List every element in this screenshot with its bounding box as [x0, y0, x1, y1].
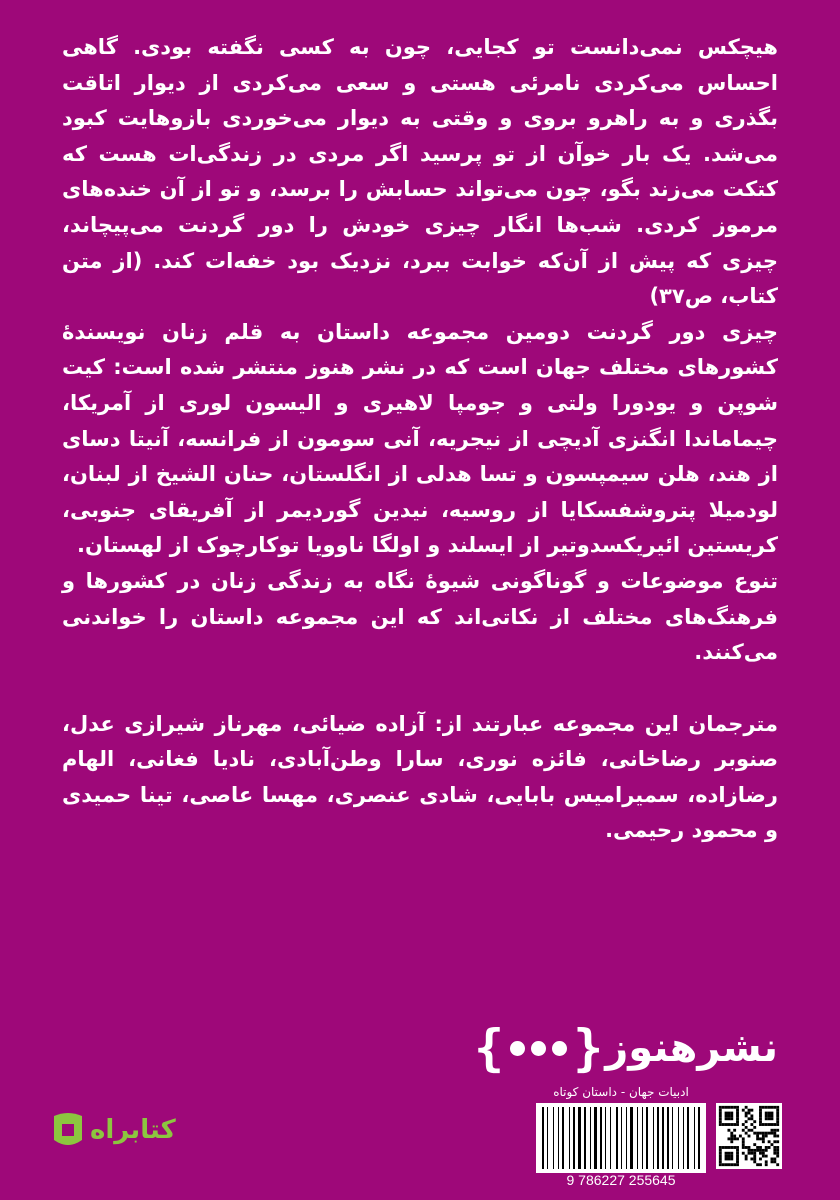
publisher-logo: [472, 1016, 778, 1080]
barcode-icon: [536, 1103, 706, 1173]
category-label: ادبیات جهان - داستان کوتاه: [553, 1085, 689, 1099]
book-description: چیزی دور گردنت دومین مجموعه داستان به قلم زنان نویسندهٔ کشورهای مختلف جهان است که در نشر هنوز منتشر شده است: کیت شوپن و یودورا ولتی و جومپا لاهیری و الیسون لوری از آمریکا، چیماماندا انگنزی آدیچی از نیجریه، آنی سومون از فرانسه، آنیتا دسای از هند، هلن سیمپسون و تسا هدلی از انگلستان، حنان الشیخ از لبنان، لودمیلا پتروشفسکایا از روسیه، نیدین گوردیمر از آفریقای جنوبی، کریستین ائیریکسدوتیر از ایسلند و اولگا ناوویا توکارچوک از لهستان.: [62, 319, 778, 558]
retailer-logo: [50, 1108, 176, 1152]
brace-close-icon: }: [474, 1019, 505, 1077]
book-excerpt: هیچکس نمی‌دانست تو کجایی، چون به کسی نگفته بودی. گاهی احساس می‌کردی نامرئی هستی و سعی می‌کردی از دیوار اتاقت بگذری و به راهرو بروی و وقتی به دیوار می‌خوردی بازوهایت کبود می‌شد. یک بار خوآن از تو پرسید اگر مردی در زندگی‌ات هست که کتکت می‌زند بگو، چون می‌تواند حسابش را برسد، و تو از آن خنده‌های مرموز کردی. شب‌ها انگار چیزی خودش را دور گردنت می‌پیچاند، چیزی که پیش از آن‌که خوابت ببرد، نزدیک بود خفه‌ات کند. (از متن کتاب، ص۳۷): [62, 35, 778, 309]
retailer-name: کتابراه: [90, 1115, 176, 1145]
brace-open-icon: {: [573, 1019, 604, 1077]
publisher-name: نشرهنوز: [605, 1025, 778, 1071]
ketabrah-mark-icon: [50, 1110, 86, 1150]
book-themes: تنوع موضوعات و گوناگونی شیوهٔ نگاه به زندگی زنان در کشورها و فرهنگ‌های مختلف از نکاتی‌اند که این مجموعه داستان را خواندنی می‌کنند.: [62, 568, 778, 665]
dots-icon: [510, 1041, 567, 1056]
qr-code-icon: [716, 1103, 782, 1169]
back-cover-text: [62, 30, 778, 849]
isbn-number: 9 786227 255645: [566, 1172, 676, 1188]
translators-list: مترجمان این مجموعه عبارتند از: آزاده ضیائی، مهرناز شیرازی عدل، صنوبر رضاخانی، فائزه نوری، سارا وطن‌آبادی، نادیا فغانی، الهام رضازاده، سمیرامیس بابایی، شادی عنصری، مهسا عاصی، تینا حمیدی و محمود رحیمی.: [62, 711, 778, 843]
